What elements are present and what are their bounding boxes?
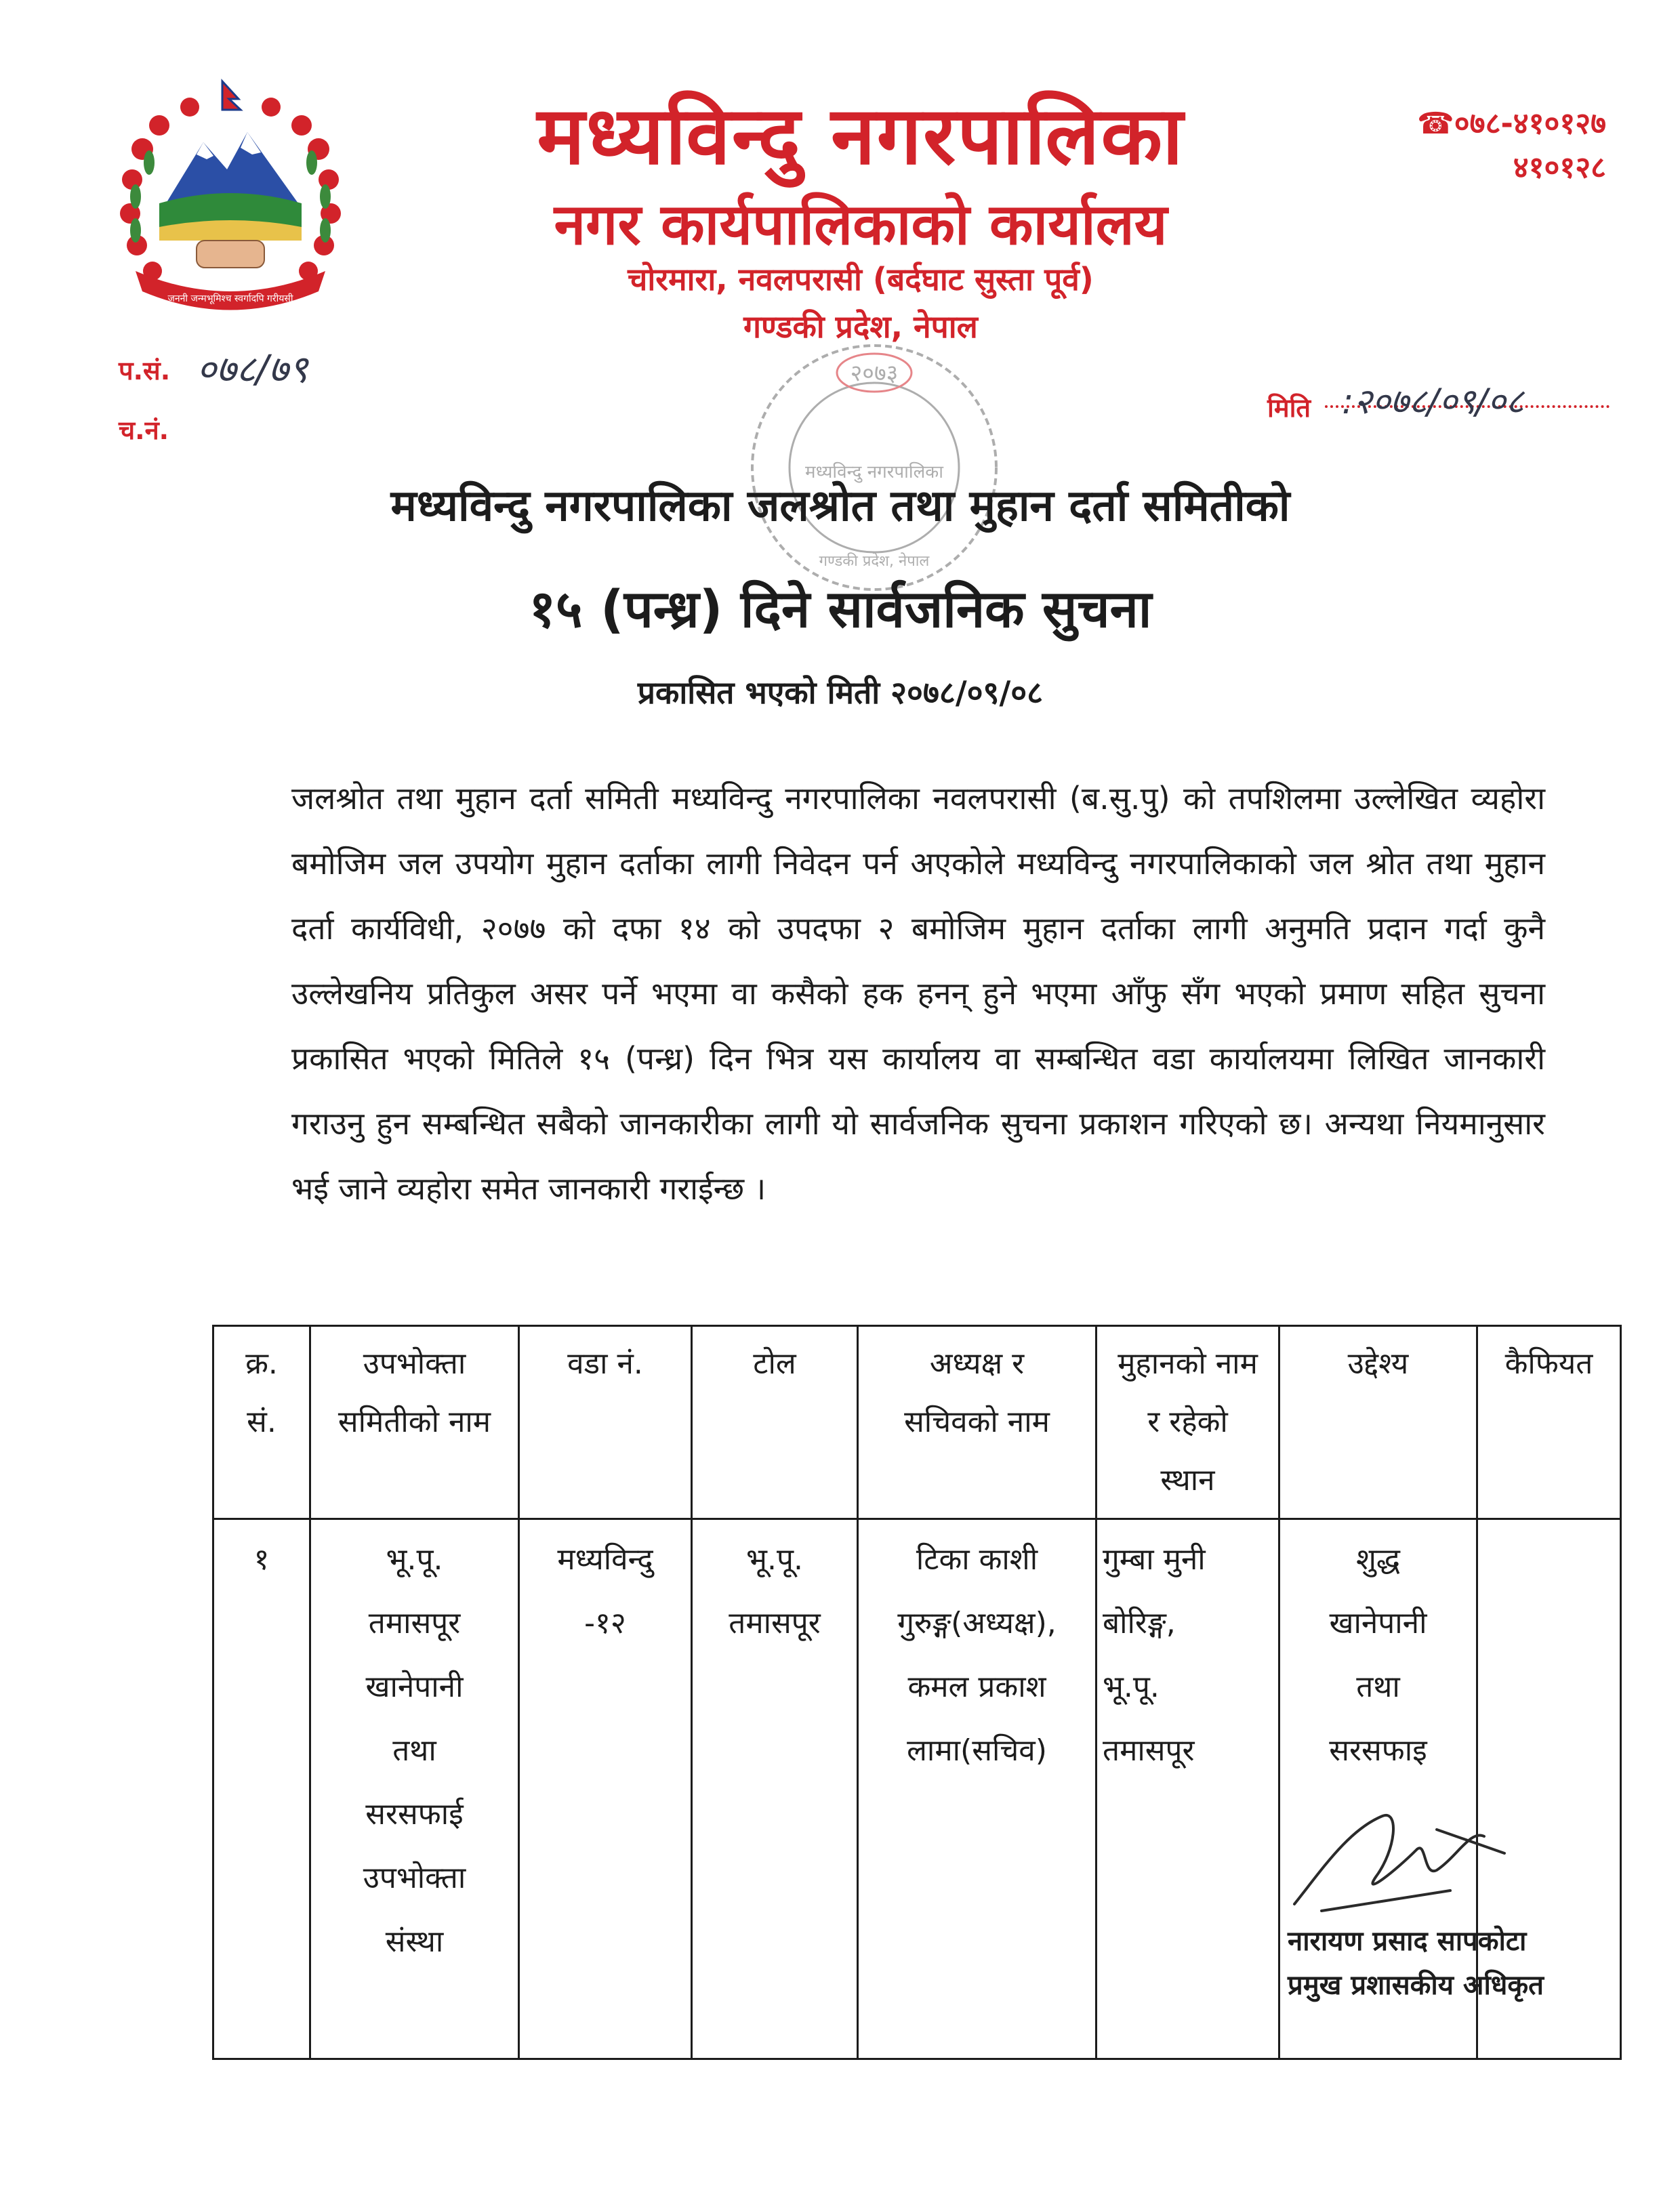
svg-text:जननी जन्मभूमिश्च स्वर्गादपि गर: जननी जन्मभूमिश्च स्वर्गादपि गरीयसी bbox=[167, 293, 293, 304]
address-line-2: गण्डकी प्रदेश, नेपाल bbox=[743, 308, 978, 345]
letter-number-label: प.सं. bbox=[119, 356, 171, 386]
notice-heading: मध्यविन्दु नगरपालिका जलश्रोत तथा मुहान दर्ता समितीको bbox=[390, 481, 1290, 531]
handwritten-signature bbox=[1281, 1789, 1538, 1924]
header-source-location: मुहानको नाम र रहेको स्थान bbox=[1097, 1326, 1279, 1519]
date-value: :२०७८/०९/०८ bbox=[1342, 381, 1524, 422]
signatory-name: नारायण प्रसाद सापकोटा bbox=[1288, 1926, 1527, 1957]
phone-number-2: ४१०१२८ bbox=[1513, 150, 1606, 185]
cell-committee-name: भू.पू. तमासपूर खानेपानी तथा सरसफाई उपभोक्ता संस्था bbox=[310, 1519, 519, 2059]
cell-source-location: गुम्बा मुनी बोरिङ्ग, भू.पू. तमासपूर bbox=[1097, 1519, 1279, 2059]
dispatch-number-label: च.नं. bbox=[119, 415, 169, 445]
cell-chair-secretary: टिका काशी गुरुङ्ग(अध्यक्ष), कमल प्रकाश लामा(सचिव) bbox=[858, 1519, 1097, 2059]
letter-number-value: ०७८/७९ bbox=[197, 348, 308, 392]
cell-tole: भू.पू. तमासपूर bbox=[692, 1519, 858, 2059]
municipality-title: मध्यविन्दु नगरपालिका bbox=[537, 89, 1185, 182]
office-stamp bbox=[732, 332, 1017, 603]
notice-body-paragraph: जलश्रोत तथा मुहान दर्ता समिती मध्यविन्दु नगरपालिका नवलपरासी (ब.सु.पु) को तपशिलमा उल्लेखित व्यहोरा बमोजिम जल उपयोग मुहान दर्ताका लागी निवेदन पर्न अएकोले मध्यविन्दु नगरपालिकाको जल श्रोत तथा मुहान दर्ता कार्यविधी, २०७७ को दफा १४ को उपदफा २ बमोजिम मुहान दर्ताका लागी अनुमति प्रदान गर्दा कुनै उल्लेखनिय प्रतिकुल असर पर्ने भएमा वा कसैको हक हनन् हुने भएमा आँफु सँग भएको प्रमाण सहित सुचना प्रकासित भएको मितिले १५ (पन्ध्र) दिन भित्र यस कार्यालय वा सम्बन्धित वडा कार्यालयमा लिखित जानकारी गराउनु हुन सम्बन्धित सबैको जानकारीका लागी यो सार्वजनिक सुचना प्रकाशन गरिएको छ। अन्यथा नियमानुसार भई जाने व्यहोरा समेत जानकारी गराईन्छ । bbox=[291, 780, 1545, 1207]
svg-text:मध्यविन्दु नगरपालिका: मध्यविन्दु नगरपालिका bbox=[805, 462, 943, 482]
svg-text:गण्डकी प्रदेश, नेपाल: गण्डकी प्रदेश, नेपाल bbox=[819, 553, 930, 570]
date-label: मिति bbox=[1267, 393, 1311, 423]
published-date: प्रकासित भएको मिती २०७८/०९/०८ bbox=[637, 674, 1044, 711]
header-serial: क्र. सं. bbox=[213, 1326, 310, 1519]
table-header-row bbox=[213, 1326, 1621, 1519]
notice-title: १५ (पन्ध्र) दिने सार्वजनिक सुचना bbox=[529, 579, 1152, 639]
header-committee-name: उपभोक्ता समितीको नाम bbox=[310, 1326, 519, 1519]
svg-text:२०७३: २०७३ bbox=[850, 360, 899, 387]
signatory-title: प्रमुख प्रशासकीय अधिकृत bbox=[1288, 1970, 1544, 2001]
cell-purpose: शुद्ध खानेपानी तथा सरसफाइ bbox=[1279, 1519, 1477, 2059]
address-line-1: चोरमारा, नवलपरासी (बर्दघाट सुस्ता पूर्व) bbox=[628, 261, 1094, 297]
cell-serial: १ bbox=[213, 1519, 310, 2059]
header-tole: टोल bbox=[692, 1326, 858, 1519]
header-ward-number: वडा नं. bbox=[519, 1326, 692, 1519]
nepal-emblem-icon bbox=[95, 68, 366, 325]
cell-ward-number: मध्यविन्दु -१२ bbox=[519, 1519, 692, 2059]
header-remarks: कैफियत bbox=[1477, 1326, 1621, 1519]
office-subtitle: नगर कार्यपालिकाको कार्यालय bbox=[554, 191, 1168, 257]
header-purpose: उद्देश्य bbox=[1279, 1326, 1477, 1519]
header-chair-secretary: अध्यक्ष र सचिवको नाम bbox=[858, 1326, 1097, 1519]
phone-number-1: ☎०७८-४१०१२७ bbox=[1417, 106, 1606, 141]
